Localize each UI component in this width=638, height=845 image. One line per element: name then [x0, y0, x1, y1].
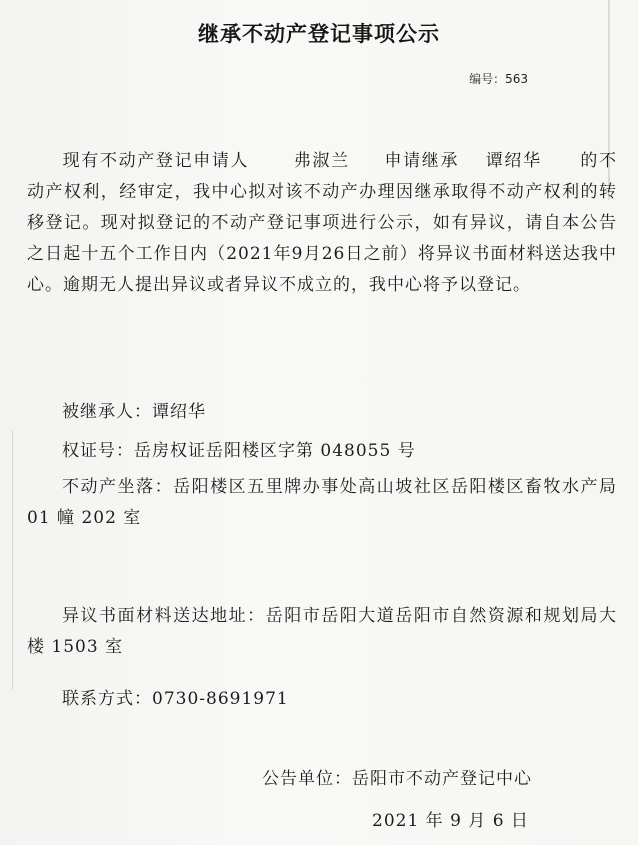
notice-intro: 现有不动产登记申请人: [62, 151, 250, 171]
date-line: 2021 年 9 月 6 日: [372, 811, 529, 831]
scan-artifact: [12, 430, 13, 690]
notice-body: 的不动产权利，经审定，我中心拟对该不动产办理因继承取得不动产权利的转移登记。现对拟登记的不动产登记事项进行公示，如有异议，请自本公告之日起十五个工作日内（2021年9月26日之前）将异议书面材料送达我中心。逾期无人提出异议或者异议不成立的，我中心将予以登记。: [27, 151, 618, 295]
location-line: 不动产坐落：岳阳楼区五里牌办事处高山坡社区岳阳楼区畜牧水产局 01 幢 202 室: [27, 477, 617, 528]
issuer-line: 公告单位：岳阳市不动产登记中心: [262, 769, 532, 789]
objection-address-line: 异议书面材料送达地址：岳阳市岳阳大道岳阳市自然资源和规划局大楼 1503 室: [27, 606, 617, 657]
applicant-name: 弗淑兰: [293, 151, 350, 171]
decedent-name: 谭绍华: [485, 151, 542, 171]
contact-line: 联系方式：0730-8691971: [62, 689, 289, 709]
notice-action: 申请继承: [383, 151, 460, 171]
document-number-value: 563: [505, 72, 528, 86]
document-number-label: 编号：: [469, 72, 506, 86]
certificate-line: 权证号：岳房权证岳阳楼区字第 048055 号: [62, 441, 416, 461]
document-number: [469, 70, 528, 87]
notice-paragraph: [27, 146, 617, 301]
decedent-line: 被继承人：谭绍华: [62, 402, 206, 422]
document-title: 继承不动产登记事项公示: [198, 22, 440, 46]
